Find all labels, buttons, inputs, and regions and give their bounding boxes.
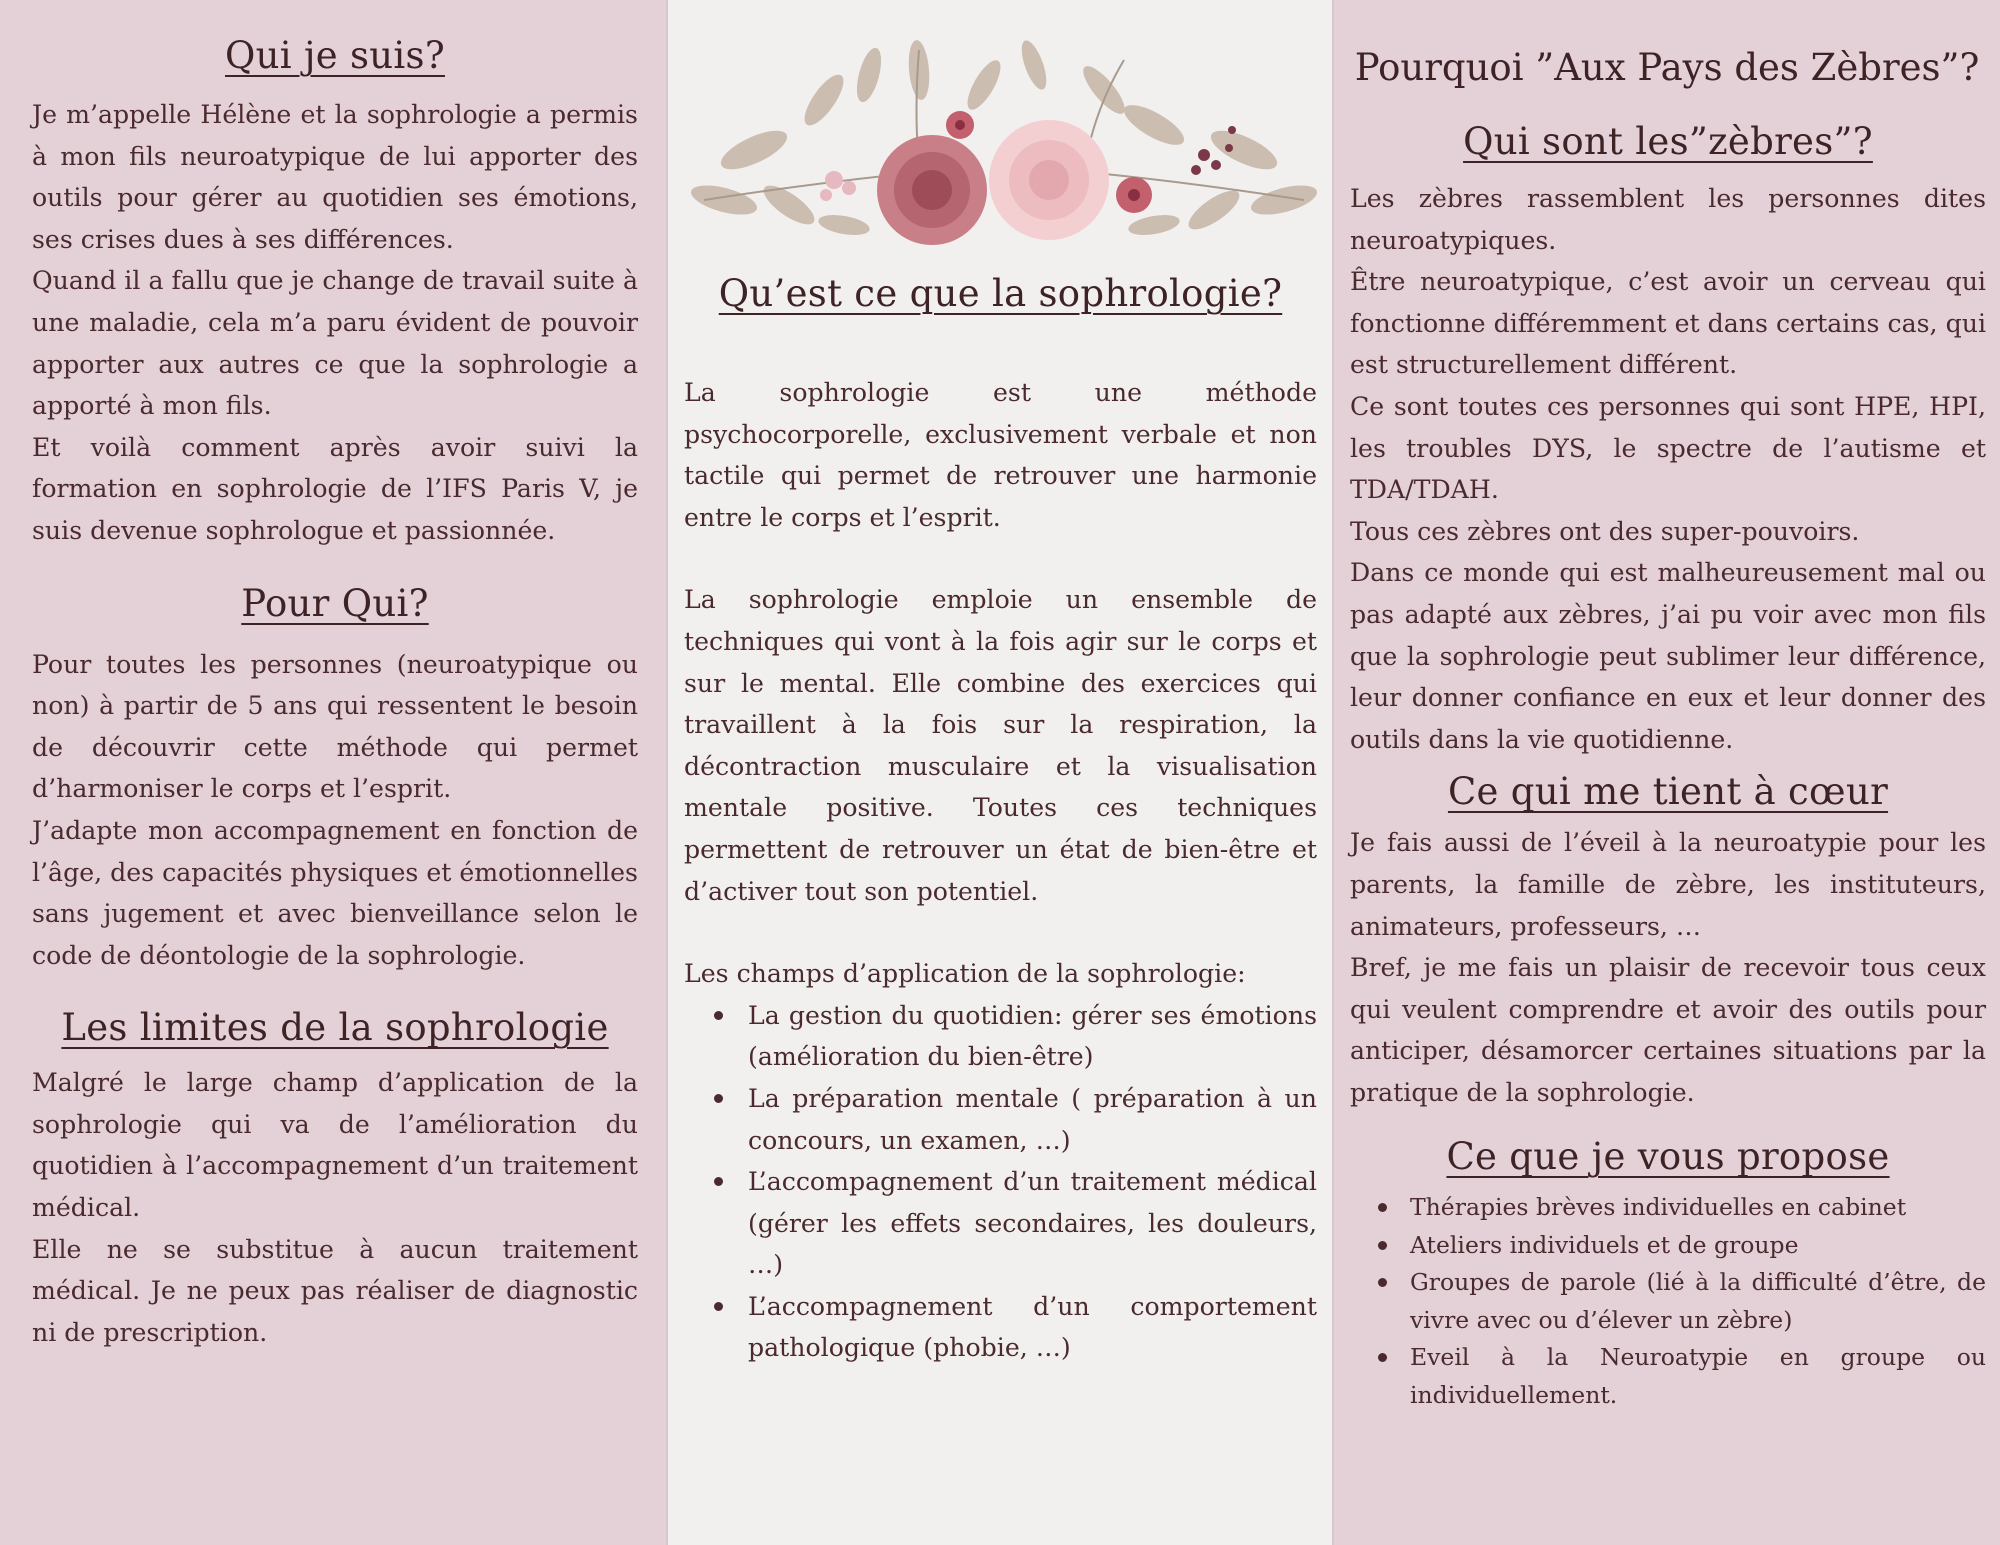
qui-je-suis-title: Qui je suis?: [225, 34, 445, 77]
left-panel: [0, 0, 666, 1545]
limites-paragraph-1: Malgré le large champ d’application de la sophrologie qui va de l’amélioration du quotidien à l’accompagnement d’un traitement médical.: [32, 1068, 638, 1223]
list-item: Groupes de parole (lié à la difficulté d’être, de vivre avec ou d’élever un zèbre): [1350, 1264, 1986, 1339]
pour-paragraph-2: J’adapte mon accompagnement en fonction de l’âge, des capacités physiques et émotionnelles sans jugement et avec bienveillance selon le code de déontologie de la sophrologie.: [32, 815, 638, 970]
propose-title: Ce que je vous propose: [1446, 1135, 1890, 1179]
zebres-title: Qui sont les”zèbres”?: [1463, 120, 1873, 163]
list-item: Ateliers individuels et de groupe: [1350, 1227, 1986, 1264]
propose-list: [1350, 1189, 1986, 1413]
list-item: L’accompagnement d’un comportement pathologique (phobie, …): [684, 1286, 1317, 1369]
qui-paragraph-2: Quand il a fallu que je change de travail suite à une maladie, cela m’a paru évident de pouvoir apporter aux autres ce que la sophrologie a apporté à mon fils.: [32, 266, 638, 421]
bullet-icon: [1378, 1203, 1387, 1212]
champs-intro: Les champs d’application de la sophrologie:: [684, 959, 1246, 989]
zebres-paragraph-5: Dans ce monde qui est malheureusement mal ou pas adapté aux zèbres, j’ai pu voir avec mon fils que la sophrologie peut sublimer leur différence, leur donner confiance en eux et leur donner des outils dans la vie quotidienne.: [1350, 558, 1986, 754]
champs-list: [684, 995, 1317, 1369]
bullet-icon: [714, 1302, 723, 1311]
sophrologie-title: Qu’est ce que la sophrologie?: [718, 272, 1283, 315]
list-item: Thérapies brèves individuelles en cabinet: [1350, 1189, 1986, 1226]
bullet-icon: [1378, 1241, 1387, 1250]
right-panel: [1334, 0, 2000, 1545]
bullet-icon: [714, 1177, 723, 1186]
zebres-paragraph-1: Les zèbres rassemblent les personnes dites neuroatypiques.: [1350, 184, 1986, 255]
list-item: La gestion du quotidien: gérer ses émotions (amélioration du bien-être): [684, 995, 1317, 1078]
qui-paragraph-3: Et voilà comment après avoir suivi la formation en sophrologie de l’IFS Paris V, je suis devenue sophrologue et passionnée.: [32, 432, 638, 545]
floral-bouquet-illustration: [684, 30, 1324, 260]
limites-paragraph-2: Elle ne se substitue à aucun traitement médical. Je ne peux pas réaliser de diagnostic ni de prescription.: [32, 1234, 638, 1347]
coeur-paragraph-1: Je fais aussi de l’éveil à la neuroatypie pour les parents, la famille de zèbre, les instituteurs, animateurs, professeurs, …: [1350, 828, 1986, 941]
bullet-icon: [714, 1011, 723, 1020]
sophrologie-paragraph-1: La sophrologie est une méthode psychocorporelle, exclusivement verbale et non tactile qui permet de retrouver une harmonie entre le corps et l’esprit.: [684, 378, 1317, 532]
list-item: L’accompagnement d’un traitement médical (gérer les effets secondaires, les douleurs, …): [684, 1161, 1317, 1286]
bullet-icon: [1378, 1278, 1387, 1287]
pourquoi-title: Pourquoi ”Aux Pays des Zèbres”?: [1354, 46, 1980, 89]
coeur-title: Ce qui me tient à cœur: [1447, 770, 1889, 814]
list-item: Eveil à la Neuroatypie en groupe ou individuellement.: [1350, 1339, 1986, 1414]
bullet-icon: [1378, 1353, 1387, 1362]
zebres-paragraph-3: Ce sont toutes ces personnes qui sont HPE, HPI, les troubles DYS, le spectre de l’autisme et TDA/TDAH.: [1350, 391, 1986, 505]
pour-paragraph-1: Pour toutes les personnes (neuroatypique ou non) à partir de 5 ans qui ressentent le besoin de découvrir cette méthode qui permet d’harmoniser le corps et l’esprit.: [32, 649, 638, 804]
qui-paragraph-1: Je m’appelle Hélène et la sophrologie a permis à mon fils neuroatypique de lui apporter des outils pour gérer au quotidien ses émotions, ses crises dues à ses différences.: [32, 100, 638, 254]
zebres-paragraph-4: Tous ces zèbres ont des super-pouvoirs.: [1350, 516, 1860, 546]
coeur-paragraph-2: Bref, je me fais un plaisir de recevoir tous ceux qui veulent comprendre et avoir des outils pour anticiper, désamorcer certaines situations par la pratique de la sophrologie.: [1350, 953, 1986, 1107]
pour-qui-title: Pour Qui?: [241, 581, 429, 625]
sophrologie-paragraph-2: La sophrologie emploie un ensemble de techniques qui vont à la fois agir sur le corps et sur le mental. Elle combine des exercices qui travaillent à la fois sur la respiration, la décontraction musculaire et la visualisation mentale positive. Toutes ces techniques permettent de retrouver un état de bien-être et d’activer tout son potentiel.: [684, 585, 1317, 906]
middle-panel: [666, 0, 1334, 1545]
zebres-paragraph-2: Être neuroatypique, c’est avoir un cerveau qui fonctionne différemment et dans certains cas, qui est structurellement différent.: [1350, 267, 1986, 380]
list-item: La préparation mentale ( préparation à un concours, un examen, …): [684, 1078, 1317, 1161]
bullet-icon: [714, 1094, 723, 1103]
limites-title: Les limites de la sophrologie: [61, 1006, 609, 1050]
